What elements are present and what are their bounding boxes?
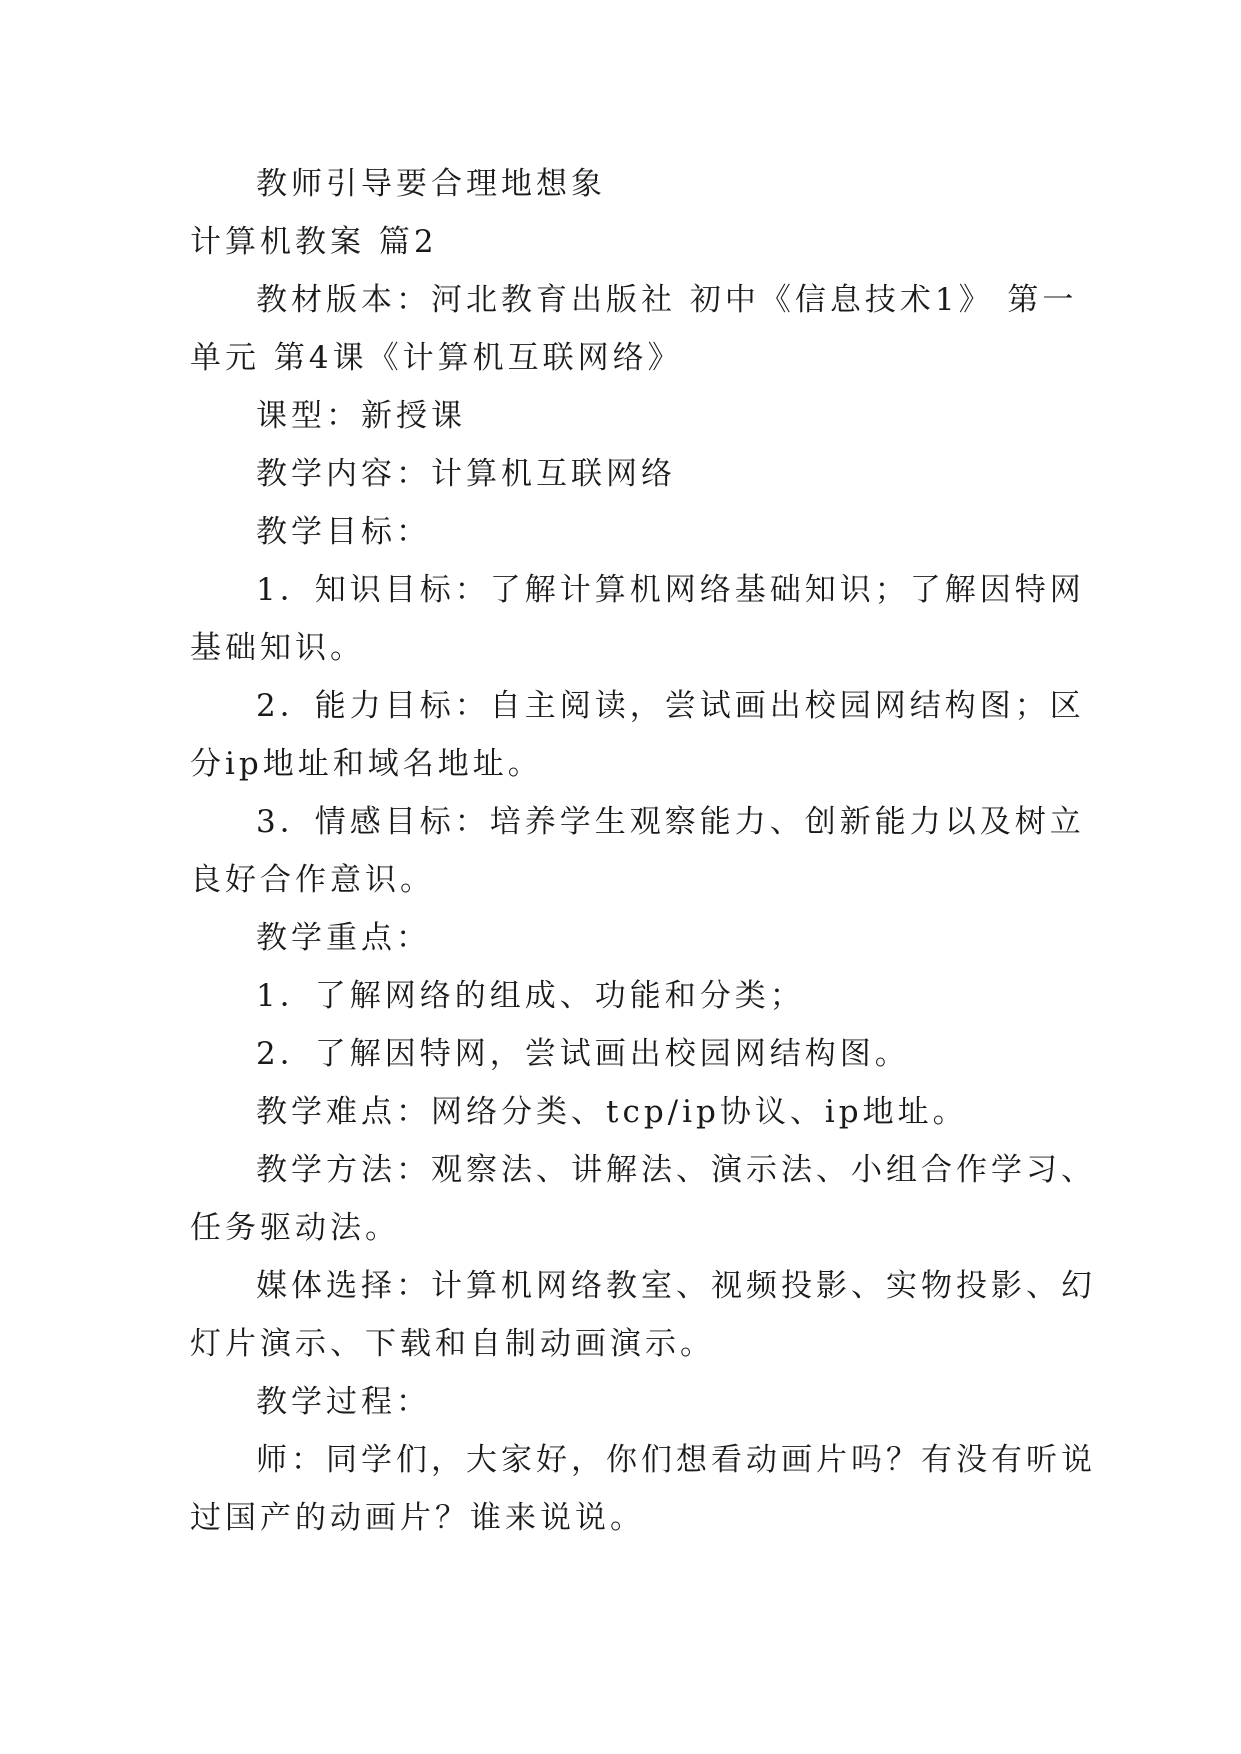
text-line: 2．能力目标：自主阅读，尝试画出校园网结构图；区 — [256, 688, 1085, 724]
text-line: 教师引导要合理地想象 — [256, 166, 606, 202]
text-line: 教材版本：河北教育出版社 初中《信息技术1》 第一 — [256, 282, 1078, 318]
text-line: 过国产的动画片？谁来说说。 — [190, 1500, 645, 1536]
text-line: 师：同学们，大家好，你们想看动画片吗？有没有听说 — [256, 1442, 1096, 1478]
text-line: 教学目标： — [256, 514, 431, 550]
text-line: 教学过程： — [256, 1384, 431, 1420]
section-heading: 计算机教案 篇2 — [190, 224, 438, 260]
text-line: 3．情感目标：培养学生观察能力、创新能力以及树立 — [256, 804, 1085, 840]
text-line: 教学内容：计算机互联网络 — [256, 456, 676, 492]
text-line: 1．知识目标：了解计算机网络基础知识；了解因特网 — [256, 572, 1085, 608]
text-line: 教学方法：观察法、讲解法、演示法、小组合作学习、 — [256, 1152, 1096, 1188]
text-line: 灯片演示、下载和自制动画演示。 — [190, 1326, 715, 1362]
text-line: 媒体选择：计算机网络教室、视频投影、实物投影、幻 — [256, 1268, 1096, 1304]
text-line: 分ip地址和域名地址。 — [190, 746, 543, 782]
text-line: 良好合作意识。 — [190, 862, 435, 898]
text-line: 任务驱动法。 — [190, 1210, 400, 1246]
text-line: 教学重点： — [256, 920, 431, 956]
text-line: 教学难点：网络分类、tcp/ip协议、ip地址。 — [256, 1094, 968, 1130]
text-line: 单元 第4课《计算机互联网络》 — [190, 340, 683, 376]
text-line: 课型：新授课 — [256, 398, 466, 434]
text-line: 2．了解因特网，尝试画出校园网结构图。 — [256, 1036, 910, 1072]
text-line: 1．了解网络的组成、功能和分类； — [256, 978, 805, 1014]
text-line: 基础知识。 — [190, 630, 365, 666]
